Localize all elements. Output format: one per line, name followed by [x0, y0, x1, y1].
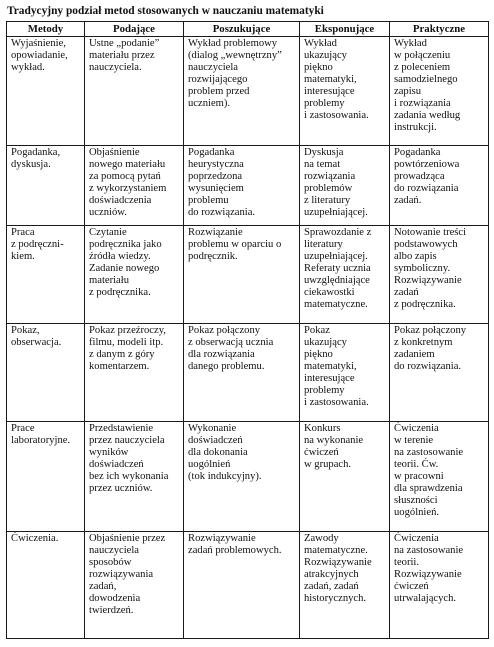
cell-text-line: samodzielnego [394, 74, 458, 85]
eksponujace-cell [300, 37, 390, 146]
podajace-cell [85, 532, 184, 639]
method-cell [7, 146, 85, 226]
cell-text-line: Pokaz połączony [188, 325, 261, 336]
cell-text-line: Referaty ucznia [304, 263, 371, 274]
document-page [6, 3, 490, 639]
table-row [7, 324, 489, 422]
cell-text-line: ukazujący [304, 337, 347, 348]
cell-text-line: Rozwiązywanie [188, 533, 256, 544]
cell-text-line: Rozwiązywanie [394, 275, 462, 286]
cell-text-line: uczniem). [188, 98, 231, 109]
cell-text-line: Pokaz, [11, 325, 40, 336]
cell-text-line: Pogadanka, [11, 147, 61, 158]
cell-text-line: rozwiązywania [89, 569, 154, 580]
cell-text-line: matematyczne. [304, 545, 368, 556]
cell-text-line: poprzedzona [188, 171, 243, 182]
cell-text-line: z podręczni- [11, 239, 64, 250]
cell-text-line: instrukcji. [394, 122, 437, 133]
cell-text-line: doświadczenia [89, 195, 152, 206]
cell-text-line: uwzględniające [304, 275, 370, 286]
cell-text-line: Czytanie [89, 227, 127, 238]
cell-text-line: Prace [11, 423, 35, 434]
cell-text-line: ciekawostki [304, 287, 355, 298]
praktyczne-cell [390, 146, 489, 226]
cell-text-line: piękno [304, 349, 333, 360]
page-title: Tradycyjny podział metod stosowanych w nauczaniu matematyki [7, 5, 324, 17]
cell-text-line: literatury [304, 239, 343, 250]
cell-text-line: Wyjaśnienie, [11, 38, 66, 49]
cell-text-line: podręcznika jako [89, 239, 162, 250]
cell-text-line: zadań. [394, 195, 422, 206]
header-eksponujace: Eksponujące [300, 22, 390, 37]
cell-text-line: z obserwacją ucznia [188, 337, 274, 348]
header-praktyczne: Praktyczne [390, 22, 489, 37]
cell-text-line: z podręcznika. [394, 299, 456, 310]
cell-text-line: ćwiczeń [304, 447, 339, 458]
cell-text-line: rozwiązania [304, 171, 356, 182]
cell-text-line: Ustne „podanie” [89, 38, 160, 49]
cell-text-line: symboliczny. [394, 263, 451, 274]
cell-text-line: albo zapis [394, 251, 437, 262]
cell-text-line: źródła wiedzy. [89, 251, 151, 262]
cell-text-line: teorii. [394, 557, 420, 568]
cell-text-line: na zastosowanie [394, 447, 464, 458]
podajace-cell [85, 226, 184, 324]
cell-text-line: dla dokonania [188, 447, 248, 458]
cell-text-line: bez ich wykonania [89, 471, 169, 482]
table-row [7, 226, 489, 324]
table-row [7, 532, 489, 639]
cell-text-line: prowadząca [394, 171, 445, 182]
cell-text-line: problemu [188, 195, 229, 206]
podajace-cell [85, 37, 184, 146]
cell-text-line: uogólnień [188, 459, 231, 470]
methods-table [6, 21, 489, 639]
cell-text-line: problemy [304, 385, 345, 396]
cell-text-line: do rozwiązania [394, 183, 459, 194]
cell-text-line: problem przed [188, 86, 250, 97]
cell-text-line: Konkurs [304, 423, 341, 434]
cell-text-line: nauczyciela [89, 545, 139, 556]
cell-text-line: piękno [304, 62, 333, 73]
cell-text-line: przez nauczyciela [89, 435, 165, 446]
cell-text-line: materiału [89, 275, 130, 286]
cell-text-line: uogólnień. [394, 507, 440, 518]
cell-text-line: dowodzenia [89, 593, 141, 604]
cell-text-line: z wykorzystaniem [89, 183, 167, 194]
cell-text-line: zadań, zadań [304, 581, 359, 592]
cell-text-line: Objaśnienie przez [89, 533, 166, 544]
cell-text-line: słuszności [394, 495, 438, 506]
cell-text-line: Pokaz połączony [394, 325, 467, 336]
cell-text-line: wysunięciem [188, 183, 244, 194]
poszukujace-cell [184, 226, 300, 324]
cell-text-line: (dialog „wewnętrzny” [188, 50, 282, 61]
cell-text-line: danego problemu. [188, 361, 265, 372]
cell-text-line: nauczyciela [188, 62, 238, 73]
cell-text-line: Pogadanka [188, 147, 235, 158]
cell-text-line: z literatury [304, 195, 351, 206]
table-row [7, 422, 489, 532]
cell-text-line: teorii. Ćw. [394, 459, 439, 470]
cell-text-line: historycznych. [304, 593, 367, 604]
cell-text-line: Zadanie nowego [89, 263, 160, 274]
cell-text-line: doświadczeń [89, 459, 144, 470]
cell-text-line: Wykład problemowy [188, 38, 278, 49]
cell-text-line: doświadczeń [188, 435, 243, 446]
cell-text-line: Pokaz przeźroczy, [89, 325, 166, 336]
eksponujace-cell [300, 422, 390, 532]
cell-text-line: Rozwiązywanie [304, 557, 372, 568]
cell-text-line: uzupełniającej. [304, 207, 368, 218]
cell-text-line: zadań, [89, 581, 117, 592]
podajace-cell [85, 146, 184, 226]
cell-text-line: z poleceniem [394, 62, 451, 73]
cell-text-line: w połączeniu [394, 50, 451, 61]
cell-text-line: uzupełniającej. [304, 251, 368, 262]
cell-text-line: wykład. [11, 62, 45, 73]
method-cell [7, 532, 85, 639]
cell-text-line: problemu w oparciu o [188, 239, 282, 250]
cell-text-line: na zastosowanie [394, 545, 464, 556]
cell-text-line: na temat [304, 159, 341, 170]
cell-text-line: atrakcyjnych [304, 569, 359, 580]
cell-text-line: heurystyczna [188, 159, 244, 170]
cell-text-line: i zastosowania. [304, 397, 369, 408]
header-metody: Metody [7, 22, 85, 37]
cell-text-line: Ćwiczenia [394, 423, 439, 434]
cell-text-line: Przedstawienie [89, 423, 154, 434]
praktyczne-cell [390, 324, 489, 422]
cell-text-line: opowiadanie, [11, 50, 68, 61]
cell-text-line: rozwijającego [188, 74, 248, 85]
eksponujace-cell [300, 532, 390, 639]
cell-text-line: matematyczne. [304, 299, 368, 310]
cell-text-line: matematyki, [304, 361, 357, 372]
cell-text-line: Zawody [304, 533, 339, 544]
cell-text-line: Rozwiązanie [188, 227, 243, 238]
cell-text-line: komentarzem. [89, 361, 150, 372]
praktyczne-cell [390, 532, 489, 639]
cell-text-line: z danym z góry [89, 349, 155, 360]
cell-text-line: ukazujący [304, 50, 347, 61]
cell-text-line: Wykład [304, 38, 337, 49]
cell-text-line: twierdzeń. [89, 605, 134, 616]
cell-text-line: interesujące [304, 86, 355, 97]
cell-text-line: utrwalających. [394, 593, 457, 604]
cell-text-line: Pokaz [304, 325, 330, 336]
praktyczne-cell [390, 226, 489, 324]
cell-text-line: i zastosowania. [304, 110, 369, 121]
table-header-row [7, 22, 489, 37]
eksponujace-cell [300, 324, 390, 422]
cell-text-line: Wykład [394, 38, 427, 49]
cell-text-line: Wykonanie [188, 423, 237, 434]
poszukujace-cell [184, 146, 300, 226]
cell-text-line: z podręcznika. [89, 287, 151, 298]
cell-text-line: laboratoryjne. [11, 435, 71, 446]
praktyczne-cell [390, 422, 489, 532]
eksponujace-cell [300, 226, 390, 324]
cell-text-line: filmu, modeli itp. [89, 337, 164, 348]
cell-text-line: w terenie [394, 435, 434, 446]
cell-text-line: uczniów. [89, 207, 127, 218]
header-poszukujace: Poszukujące [184, 22, 300, 37]
cell-text-line: zapisu [394, 86, 422, 97]
cell-text-line: Pogadanka [394, 147, 441, 158]
cell-text-line: do rozwiązania. [394, 361, 462, 372]
cell-text-line: podstawowych [394, 239, 458, 250]
cell-text-line: w pracowni [394, 471, 444, 482]
cell-text-line: zadań [394, 287, 419, 298]
method-cell [7, 37, 85, 146]
header-podajace: Podające [85, 22, 184, 37]
cell-text-line: i rozwiązania [394, 98, 451, 109]
podajace-cell [85, 422, 184, 532]
cell-text-line: obserwacja. [11, 337, 62, 348]
cell-text-line: interesujące [304, 373, 355, 384]
cell-text-line: dyskusja. [11, 159, 51, 170]
cell-text-line: (tok indukcyjny). [188, 471, 262, 482]
cell-text-line: Ćwiczenia. [11, 533, 59, 544]
poszukujace-cell [184, 532, 300, 639]
cell-text-line: Rozwiązywanie [394, 569, 462, 580]
cell-text-line: materiału przez [89, 50, 155, 61]
cell-text-line: powtórzeniowa [394, 159, 460, 170]
cell-text-line: za pomocą pytań [89, 171, 161, 182]
cell-text-line: w grupach. [304, 459, 352, 470]
method-cell [7, 422, 85, 532]
cell-text-line: nauczyciela. [89, 62, 142, 73]
poszukujace-cell [184, 422, 300, 532]
cell-text-line: Ćwiczenia [394, 533, 439, 544]
cell-text-line: z konkretnym [394, 337, 453, 348]
cell-text-line: Sprawozdanie z [304, 227, 372, 238]
cell-text-line: zadania według [394, 110, 461, 121]
cell-text-line: ćwiczeń [394, 581, 429, 592]
table-body [7, 37, 489, 639]
cell-text-line: na wykonanie [304, 435, 364, 446]
poszukujace-cell [184, 37, 300, 146]
cell-text-line: do rozwiązania. [188, 207, 256, 218]
poszukujace-cell [184, 324, 300, 422]
cell-text-line: kiem. [11, 251, 35, 262]
cell-text-line: przez uczniów. [89, 483, 153, 494]
cell-text-line: Dyskusja [304, 147, 344, 158]
cell-text-line: dla sprawdzenia [394, 483, 463, 494]
cell-text-line: problemów [304, 183, 353, 194]
praktyczne-cell [390, 37, 489, 146]
method-cell [7, 324, 85, 422]
cell-text-line: matematyki, [304, 74, 357, 85]
podajace-cell [85, 324, 184, 422]
cell-text-line: Objaśnienie [89, 147, 140, 158]
cell-text-line: Notowanie treści [394, 227, 467, 238]
cell-text-line: zadaniem [394, 349, 435, 360]
cell-text-line: zadań problemowych. [188, 545, 282, 556]
cell-text-line: problemy [304, 98, 345, 109]
cell-text-line: podręcznik. [188, 251, 238, 262]
cell-text-line: Praca [11, 227, 35, 238]
cell-text-line: dla rozwiązania [188, 349, 255, 360]
cell-text-line: sposobów [89, 557, 132, 568]
table-row [7, 146, 489, 226]
table-row [7, 37, 489, 146]
method-cell [7, 226, 85, 324]
cell-text-line: wyników [89, 447, 129, 458]
eksponujace-cell [300, 146, 390, 226]
cell-text-line: nowego materiału [89, 159, 166, 170]
